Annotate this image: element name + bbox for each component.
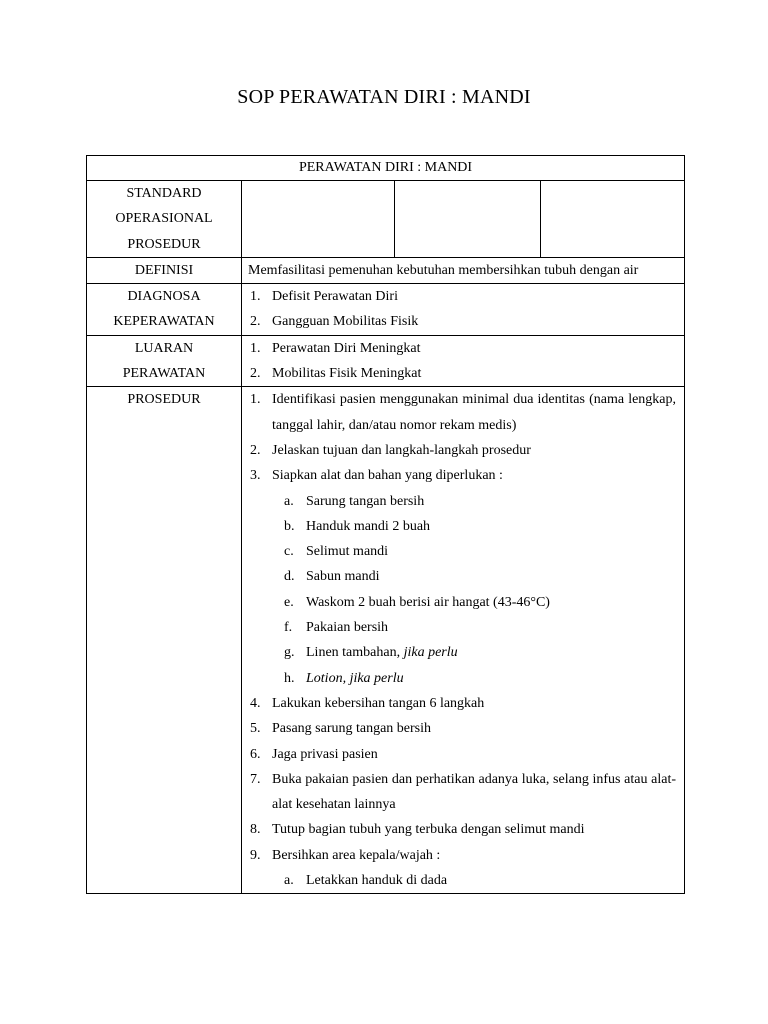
- list-item: [248, 309, 676, 334]
- prosedur-list-cell: [242, 387, 685, 894]
- prosedur-list-continued: [248, 691, 676, 868]
- item-text: Letakkan handuk di dada: [306, 873, 448, 889]
- sop-label: [87, 181, 242, 258]
- item-text: Mobilitas Fisik Meningkat: [272, 366, 422, 382]
- item-text: Handuk mandi 2 buah: [306, 518, 431, 534]
- item-number: 1.: [250, 392, 261, 408]
- item-text: Siapkan alat dan bahan yang diperlukan :: [272, 468, 503, 484]
- item-text: Sabun mandi: [306, 569, 380, 585]
- list-item: [248, 817, 676, 842]
- item-text: Gangguan Mobilitas Fisik: [272, 314, 419, 330]
- prosedur-row: [87, 387, 685, 894]
- item-text: Pasang sarung tangan bersih: [272, 721, 432, 737]
- head-cleaning-list: [248, 868, 676, 893]
- list-item: [248, 742, 676, 767]
- item-text: Waskom 2 buah berisi air hangat (43-46°C): [306, 594, 550, 610]
- list-item: [248, 514, 676, 539]
- definisi-text: Memfasilitasi pemenuhan kebutuhan membersihkan tubuh dengan air: [242, 257, 685, 283]
- list-item: [248, 767, 676, 818]
- sop-label-line: PROSEDUR: [127, 236, 201, 252]
- list-item: [248, 336, 676, 361]
- item-text: Selimut mandi: [306, 544, 389, 560]
- luaran-label: [87, 335, 242, 387]
- list-item: [248, 564, 676, 589]
- item-number: b.: [284, 518, 295, 534]
- luaran-row: [87, 335, 685, 387]
- item-number: 6.: [250, 746, 261, 762]
- list-item: [248, 716, 676, 741]
- list-item: [248, 666, 676, 691]
- item-number: 2.: [250, 442, 261, 458]
- item-text: Defisit Perawatan Diri: [272, 289, 398, 305]
- item-number: 1.: [250, 340, 261, 356]
- diagnosa-label: [87, 284, 242, 336]
- item-number: g.: [284, 645, 295, 661]
- item-number: a.: [284, 873, 294, 889]
- list-item: [248, 539, 676, 564]
- list-item: [248, 691, 676, 716]
- item-number: 3.: [250, 468, 261, 484]
- item-text: Perawatan Diri Meningkat: [272, 340, 421, 356]
- prosedur-label: PROSEDUR: [87, 387, 242, 894]
- diagnosa-row: [87, 284, 685, 336]
- item-text: Lakukan kebersihan tangan 6 langkah: [272, 695, 485, 711]
- list-item: [248, 615, 676, 640]
- document-title: SOP PERAWATAN DIRI : MANDI: [237, 86, 531, 108]
- diagnosa-label-line: DIAGNOSA: [127, 289, 201, 305]
- item-text: Jaga privasi pasien: [272, 746, 378, 762]
- sop-table: [86, 155, 685, 894]
- item-text: Identifikasi pasien menggunakan minimal dua identitas (nama lengkap, tanggal lahir, dan/atau nomor rekam medis): [272, 392, 677, 433]
- item-number: a.: [284, 493, 294, 509]
- sop-empty-cell: [541, 181, 685, 258]
- item-text: Buka pakaian pasien dan perhatikan adanya luka, selang infus atau alat-alat kesehatan lainnya: [272, 771, 677, 813]
- item-text: Tutup bagian tubuh yang terbuka dengan selimut mandi: [272, 822, 585, 838]
- item-number: 2.: [250, 366, 261, 382]
- list-item: [248, 843, 676, 868]
- item-text: Pakaian bersih: [306, 620, 389, 636]
- list-item: [248, 640, 676, 665]
- sop-empty-cell: [242, 181, 395, 258]
- item-text: Jelaskan tujuan dan langkah-langkah prosedur: [272, 442, 531, 458]
- sop-label-line: OPERASIONAL: [115, 211, 213, 227]
- item-number: 9.: [250, 847, 261, 863]
- diagnosa-label-line: KEPERAWATAN: [113, 314, 215, 330]
- item-number: h.: [284, 670, 295, 686]
- item-number: f.: [284, 620, 293, 636]
- item-number: 7.: [250, 771, 261, 787]
- luaran-list: [248, 336, 676, 387]
- item-number: 2.: [250, 314, 261, 330]
- list-item: [248, 590, 676, 615]
- list-item: [248, 489, 676, 514]
- item-number: 1.: [250, 289, 261, 305]
- sop-row: [87, 181, 685, 258]
- item-number: c.: [284, 544, 294, 560]
- item-text-italic: Lotion, jika perlu: [306, 670, 404, 686]
- list-item: [248, 868, 676, 893]
- item-text-italic: jika perlu: [403, 645, 458, 661]
- item-number: 5.: [250, 721, 261, 737]
- luaran-list-cell: [242, 335, 685, 387]
- list-item: [248, 438, 676, 463]
- item-number: e.: [284, 594, 294, 610]
- item-number: 8.: [250, 822, 261, 838]
- luaran-label-line: LUARAN: [134, 340, 194, 356]
- table-header: PERAWATAN DIRI : MANDI: [87, 156, 685, 181]
- list-item: [248, 387, 676, 438]
- prosedur-list: [248, 387, 676, 488]
- sop-empty-cell: [395, 181, 541, 258]
- item-text: Sarung tangan bersih: [306, 493, 425, 509]
- equipment-list: [248, 489, 676, 691]
- item-text: Linen tambahan,: [306, 645, 404, 661]
- sop-label-line: STANDARD: [126, 186, 202, 201]
- diagnosa-list-cell: [242, 284, 685, 336]
- luaran-label-line: PERAWATAN: [122, 366, 206, 382]
- definisi-row: [87, 257, 685, 283]
- definisi-label: DEFINISI: [87, 257, 242, 283]
- table-header-row: [87, 156, 685, 181]
- list-item: [248, 361, 676, 386]
- item-text: Bersihkan area kepala/wajah :: [272, 847, 441, 863]
- list-item: [248, 284, 676, 309]
- diagnosa-list: [248, 284, 676, 335]
- item-number: 4.: [250, 695, 261, 711]
- item-number: d.: [284, 569, 295, 585]
- list-item: [248, 463, 676, 488]
